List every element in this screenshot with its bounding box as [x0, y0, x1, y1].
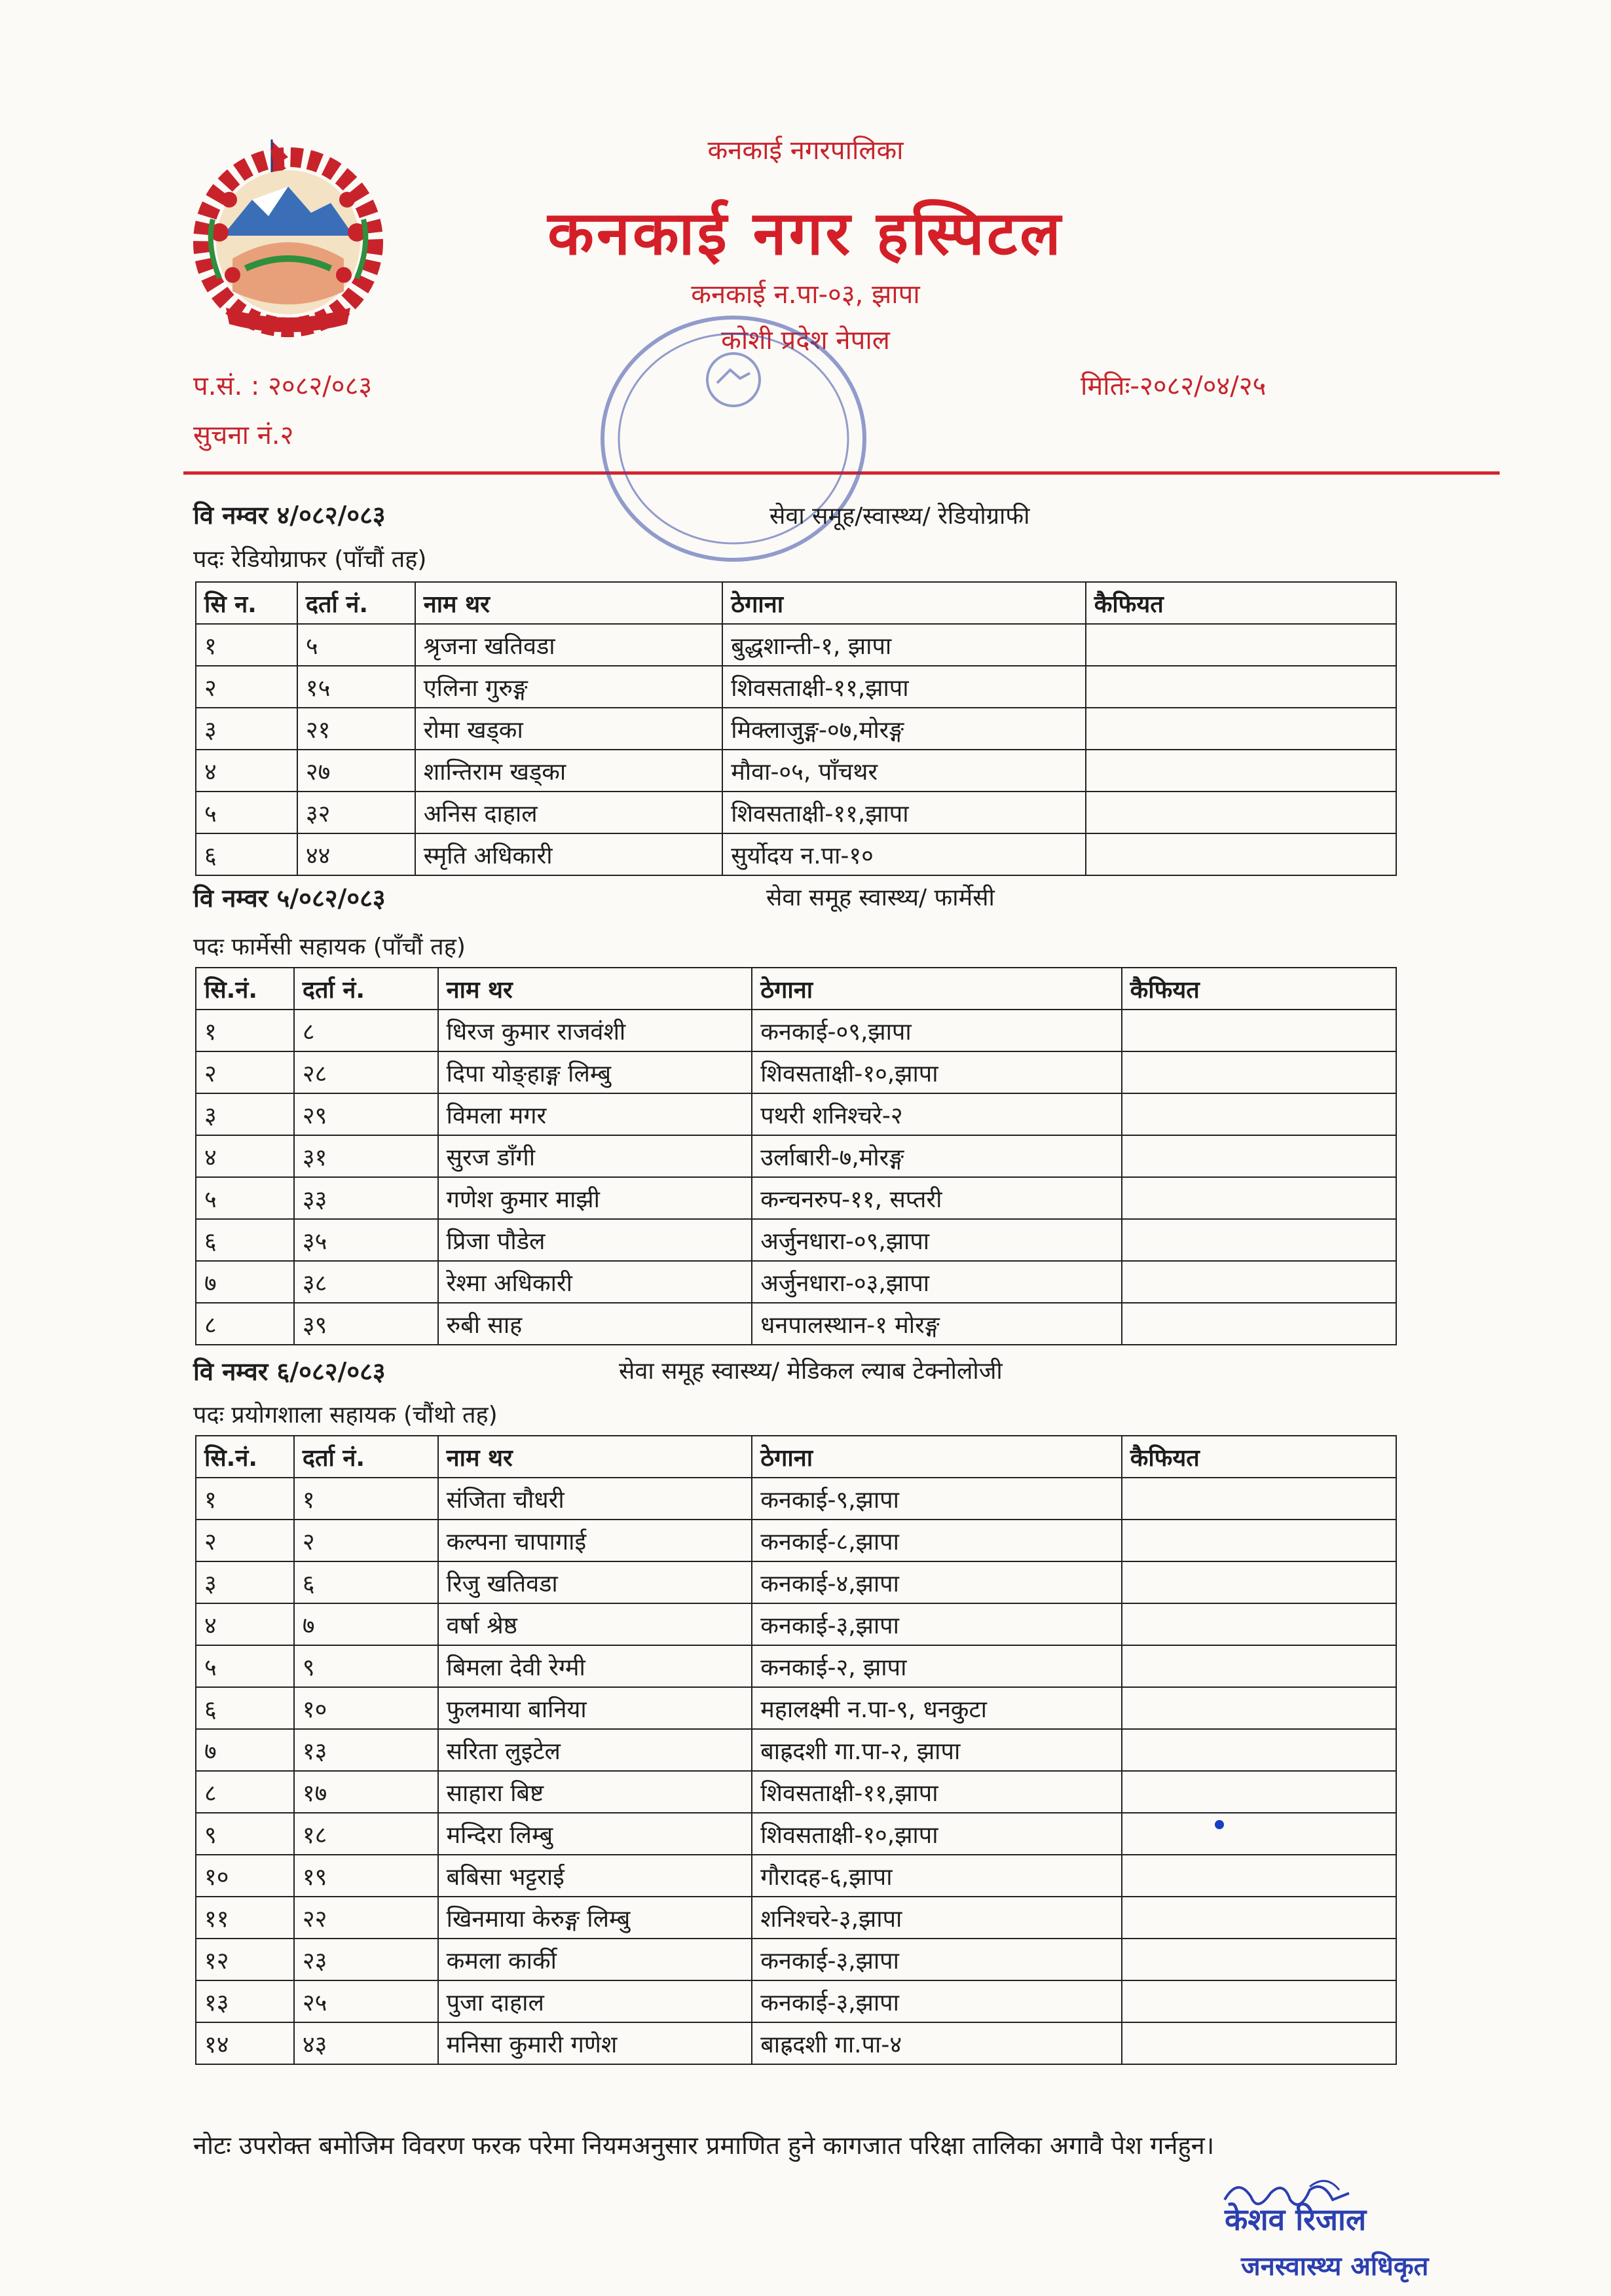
name-cell: फुलमाया बानिया: [438, 1687, 752, 1729]
remarks-cell: [1122, 1520, 1396, 1561]
name-cell: दिपा योङ्हाङ्ग लिम्बु: [438, 1051, 752, 1093]
serial-cell: ८: [196, 1303, 294, 1345]
notice-number: सुचना नं.२: [193, 420, 294, 450]
address-cell: अर्जुनधारा-०३,झापा: [752, 1261, 1121, 1303]
registration-cell: २५: [294, 1980, 438, 2022]
column-header: दर्ता नं.: [294, 968, 438, 1010]
column-header: सि.नं.: [196, 968, 294, 1010]
registration-cell: ९: [294, 1645, 438, 1687]
remarks-cell: [1122, 1980, 1396, 2022]
address-cell: कनकाई-३,झापा: [752, 1603, 1122, 1645]
serial-cell: ७: [196, 1729, 294, 1771]
remarks-cell: [1122, 1561, 1396, 1603]
table-row: [196, 1729, 1396, 1771]
serial-cell: १०: [196, 1855, 294, 1897]
column-header: दर्ता नं.: [294, 1436, 438, 1478]
registration-cell: २२: [294, 1897, 438, 1939]
column-header: कैफियत: [1122, 968, 1396, 1010]
section-3-number: वि नम्वर ६/०८२/०८३: [193, 1357, 386, 1386]
serial-cell: ५: [196, 1645, 294, 1687]
remarks-cell: [1086, 624, 1396, 666]
name-cell: स्मृति अधिकारी: [415, 833, 723, 875]
table-row: [196, 2022, 1396, 2064]
address-cell: शिवसताक्षी-१०,झापा: [752, 1813, 1122, 1855]
registration-cell: ४३: [294, 2022, 438, 2064]
table-header-row: [196, 1436, 1396, 1478]
table-header-row: [196, 968, 1396, 1010]
table-row: [196, 1771, 1396, 1813]
remarks-cell: [1122, 1813, 1396, 1855]
registration-cell: १०: [294, 1687, 438, 1729]
name-cell: पुजा दाहाल: [438, 1980, 752, 2022]
remarks-cell: [1122, 1645, 1396, 1687]
table-row: [196, 1855, 1396, 1897]
remarks-cell: [1122, 1303, 1396, 1345]
table-row: [196, 1261, 1396, 1303]
serial-cell: ५: [196, 1177, 294, 1219]
name-cell: अनिस दाहाल: [415, 792, 723, 833]
table-row: [196, 792, 1396, 833]
table-row: [196, 1051, 1396, 1093]
serial-cell: ४: [196, 1603, 294, 1645]
name-cell: खिनमाया केरुङ्ग लिम्बु: [438, 1897, 752, 1939]
name-cell: मन्दिरा लिम्बु: [438, 1813, 752, 1855]
name-cell: शान्तिराम खड्का: [415, 750, 723, 792]
table-row: [196, 1561, 1396, 1603]
registration-cell: ५: [297, 624, 415, 666]
serial-cell: ३: [196, 1561, 294, 1603]
name-cell: सरिता लुइटेल: [438, 1729, 752, 1771]
name-cell: प्रिजा पौडेल: [438, 1219, 752, 1261]
table-row: [196, 708, 1396, 750]
registration-cell: ३९: [294, 1303, 438, 1345]
table-header-row: [196, 582, 1396, 624]
address-cell: शिवसताक्षी-११,झापा: [722, 666, 1085, 708]
name-cell: धिरज कुमार राजवंशी: [438, 1010, 752, 1051]
serial-cell: ९: [196, 1813, 294, 1855]
remarks-cell: [1122, 1687, 1396, 1729]
address-cell: गौरादह-६,झापा: [752, 1855, 1122, 1897]
registration-cell: ३८: [294, 1261, 438, 1303]
remarks-cell: [1122, 1939, 1396, 1980]
registration-cell: २९: [294, 1093, 438, 1135]
address-cell: कनकाई-३,झापा: [752, 1939, 1122, 1980]
address-line-2: कोशी प्रदेश नेपाल: [721, 325, 890, 355]
serial-cell: ५: [196, 792, 297, 833]
address-cell: मिक्लाजुङ्ग-०७,मोरङ्ग: [722, 708, 1085, 750]
registration-cell: २३: [294, 1939, 438, 1980]
column-header: नाम थर: [438, 1436, 752, 1478]
serial-cell: १४: [196, 2022, 294, 2064]
address-cell: अर्जुनधारा-०९,झापा: [752, 1219, 1121, 1261]
registration-cell: २: [294, 1520, 438, 1561]
registration-cell: १७: [294, 1771, 438, 1813]
section-2-table: [195, 967, 1397, 1345]
registration-cell: १८: [294, 1813, 438, 1855]
registration-cell: २१: [297, 708, 415, 750]
address-cell: शनिश्चरे-३,झापा: [752, 1897, 1122, 1939]
serial-cell: ६: [196, 1219, 294, 1261]
registration-cell: ८: [294, 1010, 438, 1051]
remarks-cell: [1122, 1010, 1396, 1051]
name-cell: कल्पना चापागाई: [438, 1520, 752, 1561]
name-cell: सुरज डाँगी: [438, 1135, 752, 1177]
name-cell: रिजु खतिवडा: [438, 1561, 752, 1603]
serial-cell: ४: [196, 750, 297, 792]
remarks-cell: [1122, 1093, 1396, 1135]
address-cell: कनकाई-३,झापा: [752, 1980, 1122, 2022]
address-cell: बाह्रदशी गा.पा-२, झापा: [752, 1729, 1122, 1771]
serial-cell: ८: [196, 1771, 294, 1813]
remarks-cell: [1122, 1051, 1396, 1093]
name-cell: संजिता चौधरी: [438, 1478, 752, 1520]
name-cell: रेश्मा अधिकारी: [438, 1261, 752, 1303]
address-cell: पथरी शनिश्चरे-२: [752, 1093, 1121, 1135]
serial-cell: २: [196, 666, 297, 708]
registration-cell: ४४: [297, 833, 415, 875]
registration-cell: ३१: [294, 1135, 438, 1177]
remarks-cell: [1122, 1603, 1396, 1645]
section-1-post: पदः रेडियोग्राफर (पाँचौं तह): [193, 546, 427, 573]
table-row: [196, 1478, 1396, 1520]
table-row: [196, 1603, 1396, 1645]
column-header: नाम थर: [415, 582, 723, 624]
address-cell: महालक्ष्मी न.पा-९, धनकुटा: [752, 1687, 1122, 1729]
serial-cell: १: [196, 624, 297, 666]
column-header: ठेगाना: [752, 1436, 1122, 1478]
registration-cell: ३२: [297, 792, 415, 833]
serial-cell: २: [196, 1520, 294, 1561]
table-row: [196, 1219, 1396, 1261]
table-row: [196, 624, 1396, 666]
serial-cell: १: [196, 1010, 294, 1051]
column-header: ठेगाना: [752, 968, 1121, 1010]
registration-cell: ७: [294, 1603, 438, 1645]
table-row: [196, 833, 1396, 875]
address-cell: बाह्रदशी गा.पा-४: [752, 2022, 1122, 2064]
table-row: [196, 1897, 1396, 1939]
signatory-name: केशव रिजाल: [1225, 2202, 1367, 2237]
table-row: [196, 1980, 1396, 2022]
name-cell: श्रृजना खतिवडा: [415, 624, 723, 666]
footer-note: नोटः उपरोक्त बमोजिम विवरण फरक परेमा नियमअनुसार प्रमाणित हुने कागजात परिक्षा तालिका अगावै पेश गर्नहुन।: [193, 2131, 1215, 2160]
remarks-cell: [1122, 2022, 1396, 2064]
address-cell: कनकाई-०९,झापा: [752, 1010, 1121, 1051]
serial-cell: २: [196, 1051, 294, 1093]
section-2-service-group: सेवा समूह स्वास्थ्य/ फार्मेसी: [766, 884, 995, 911]
serial-cell: ७: [196, 1261, 294, 1303]
reference-number: प.सं. : २०८२/०८३: [193, 371, 373, 401]
table-row: [196, 1135, 1396, 1177]
serial-cell: ६: [196, 833, 297, 875]
registration-cell: २७: [297, 750, 415, 792]
address-cell: कनकाई-४,झापा: [752, 1561, 1122, 1603]
registration-cell: १३: [294, 1729, 438, 1771]
section-1-table: [195, 581, 1397, 876]
registration-cell: १५: [297, 666, 415, 708]
table-row: [196, 1813, 1396, 1855]
table-row: [196, 1939, 1396, 1980]
serial-cell: ३: [196, 708, 297, 750]
name-cell: रुबी साह: [438, 1303, 752, 1345]
registration-cell: २८: [294, 1051, 438, 1093]
serial-cell: ६: [196, 1687, 294, 1729]
table-row: [196, 666, 1396, 708]
address-cell: धनपालस्थान-१ मोरङ्ग: [752, 1303, 1121, 1345]
serial-cell: ४: [196, 1135, 294, 1177]
remarks-cell: [1122, 1177, 1396, 1219]
signatory-title: जनस्वास्थ्य अधिकृत: [1241, 2251, 1429, 2282]
address-cell: शिवसताक्षी-१०,झापा: [752, 1051, 1121, 1093]
remarks-cell: [1122, 1135, 1396, 1177]
name-cell: वर्षा श्रेष्ठ: [438, 1603, 752, 1645]
column-header: सि.नं.: [196, 1436, 294, 1478]
table-row: [196, 1303, 1396, 1345]
remarks-cell: [1122, 1771, 1396, 1813]
address-line-1: कनकाई न.पा-०३, झापा: [691, 280, 920, 310]
address-cell: उर्लाबारी-७,मोरङ्ग: [752, 1135, 1121, 1177]
address-cell: मौवा-०५, पाँचथर: [722, 750, 1085, 792]
section-1-number: वि नम्वर ४/०८२/०८३: [193, 501, 386, 530]
section-3-service-group: सेवा समूह स्वास्थ्य/ मेडिकल ल्याब टेक्नोलोजी: [619, 1358, 1003, 1385]
address-cell: शिवसताक्षी-११,झापा: [722, 792, 1085, 833]
issue-date: मितिः-२०८२/०४/२५: [1081, 371, 1267, 401]
column-header: दर्ता नं.: [297, 582, 415, 624]
address-cell: शिवसताक्षी-११,झापा: [752, 1771, 1122, 1813]
table-row: [196, 1520, 1396, 1561]
column-header: नाम थर: [438, 968, 752, 1010]
column-header: सि न.: [196, 582, 297, 624]
remarks-cell: [1122, 1729, 1396, 1771]
column-header: कैफियत: [1122, 1436, 1396, 1478]
address-cell: कन्चनरुप-११, सप्तरी: [752, 1177, 1121, 1219]
registration-cell: ३५: [294, 1219, 438, 1261]
address-cell: सुर्योदय न.पा-१०: [722, 833, 1085, 875]
remarks-cell: [1086, 708, 1396, 750]
remarks-cell: [1122, 1478, 1396, 1520]
serial-cell: ११: [196, 1897, 294, 1939]
address-cell: कनकाई-८,झापा: [752, 1520, 1122, 1561]
address-cell: कनकाई-९,झापा: [752, 1478, 1122, 1520]
address-cell: कनकाई-२, झापा: [752, 1645, 1122, 1687]
section-2-number: वि नम्वर ५/०८२/०८३: [193, 884, 386, 913]
serial-cell: १३: [196, 1980, 294, 2022]
registration-cell: १९: [294, 1855, 438, 1897]
column-header: कैफियत: [1086, 582, 1396, 624]
serial-cell: १२: [196, 1939, 294, 1980]
remarks-cell: [1122, 1897, 1396, 1939]
remarks-cell: [1086, 833, 1396, 875]
table-row: [196, 1010, 1396, 1051]
hospital-name: कनकाई नगर हस्पिटल: [547, 198, 1064, 268]
address-cell: बुद्धशान्ती-१, झापा: [722, 624, 1085, 666]
name-cell: बिमला देवी रेग्मी: [438, 1645, 752, 1687]
table-row: [196, 750, 1396, 792]
name-cell: गणेश कुमार माझी: [438, 1177, 752, 1219]
name-cell: एलिना गुरुङ्ग: [415, 666, 723, 708]
municipality-name: कनकाई नगरपालिका: [707, 136, 904, 166]
name-cell: मनिसा कुमारी गणेश: [438, 2022, 752, 2064]
serial-cell: ३: [196, 1093, 294, 1135]
name-cell: बबिसा भट्टराई: [438, 1855, 752, 1897]
table-row: [196, 1093, 1396, 1135]
name-cell: रोमा खड्का: [415, 708, 723, 750]
name-cell: साहारा बिष्ट: [438, 1771, 752, 1813]
remarks-cell: [1122, 1855, 1396, 1897]
name-cell: कमला कार्की: [438, 1939, 752, 1980]
remarks-cell: [1086, 666, 1396, 708]
registration-cell: १: [294, 1478, 438, 1520]
registration-cell: ३३: [294, 1177, 438, 1219]
section-3-table: [195, 1435, 1397, 2065]
ink-dot: [1215, 1820, 1224, 1829]
remarks-cell: [1086, 750, 1396, 792]
table-row: [196, 1645, 1396, 1687]
name-cell: विमला मगर: [438, 1093, 752, 1135]
serial-cell: १: [196, 1478, 294, 1520]
table-row: [196, 1687, 1396, 1729]
column-header: ठेगाना: [722, 582, 1085, 624]
remarks-cell: [1122, 1261, 1396, 1303]
registration-cell: ६: [294, 1561, 438, 1603]
table-row: [196, 1177, 1396, 1219]
section-2-post: पदः फार्मेसी सहायक (पाँचौं तह): [193, 934, 466, 960]
section-3-post: पदः प्रयोगशाला सहायक (चौंथो तह): [193, 1402, 498, 1429]
remarks-cell: [1086, 792, 1396, 833]
remarks-cell: [1122, 1219, 1396, 1261]
section-1-service-group: सेवा समूह/स्वास्थ्य/ रेडियोग्राफी: [769, 503, 1030, 530]
